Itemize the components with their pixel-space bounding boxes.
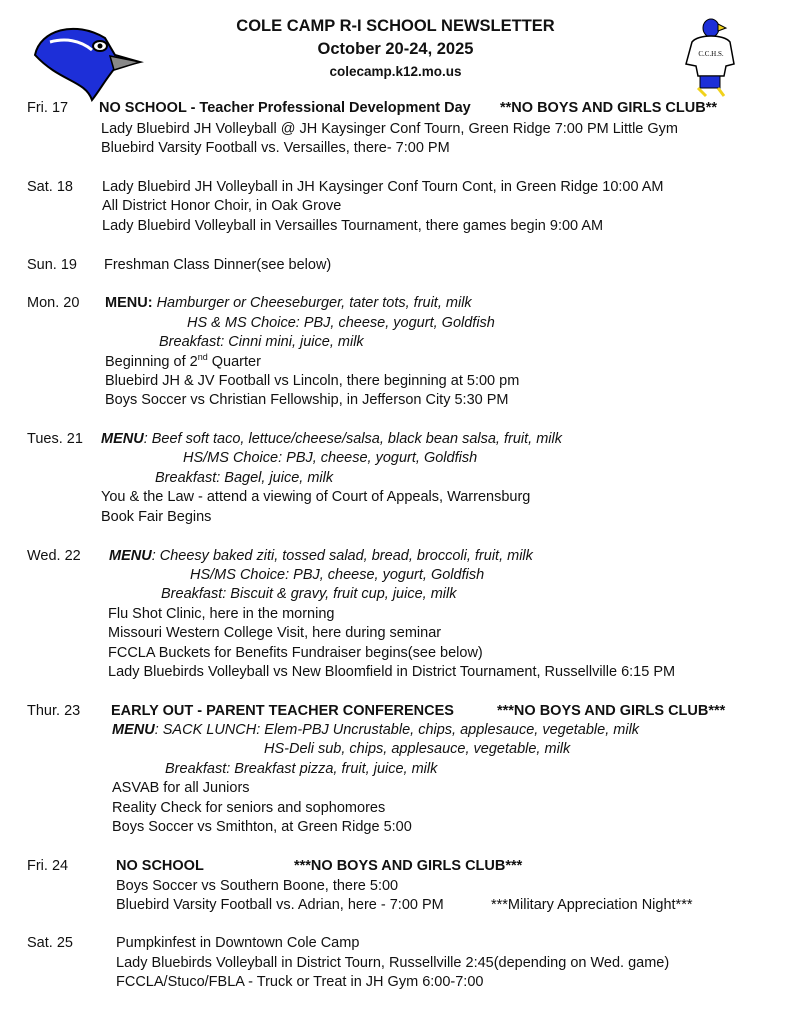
menu-choice: HS/MS Choice: PBJ, cheese, yogurt, Goldfish — [190, 567, 485, 583]
mascot-shirt-text: C.C.H.S. — [698, 50, 724, 58]
event: ASVAB for all Juniors — [112, 780, 250, 796]
event: Pumpkinfest in Downtown Cole Camp — [116, 935, 360, 951]
day-label: Sat. 25 — [27, 935, 73, 951]
event: Lady Bluebird JH Volleyball @ JH Kaysinger Conf Tourn, Green Ridge 7:00 PM Little Gym — [101, 121, 679, 137]
day-headline: EARLY OUT - PARENT TEACHER CONFERENCES — [111, 703, 454, 719]
event: All District Honor Choir, in Oak Grove — [102, 198, 342, 214]
menu-choice: HS/MS Choice: PBJ, cheese, yogurt, Goldfish — [183, 450, 478, 466]
menu-line — [109, 547, 533, 565]
event-text: Beginning of 2 — [105, 354, 198, 370]
event: Boys Soccer vs Smithton, at Green Ridge 5:00 — [112, 819, 412, 835]
event: Bluebird Varsity Football vs. Versailles, there- 7:00 PM — [101, 140, 450, 156]
event: Bluebird Varsity Football vs. Adrian, here - 7:00 PM — [116, 897, 444, 913]
event: Boys Soccer vs Christian Fellowship, in Jefferson City 5:30 PM — [105, 392, 509, 408]
menu-label: MENU — [109, 548, 152, 564]
menu-breakfast: Breakfast: Cinni mini, juice, milk — [159, 334, 364, 350]
day-label: Sun. 19 — [27, 257, 77, 273]
day-label: Thur. 23 — [27, 703, 81, 719]
newsletter-title: COLE CAMP R-I SCHOOL NEWSLETTER — [236, 17, 555, 35]
day-note: ***NO BOYS AND GIRLS CLUB*** — [497, 703, 726, 719]
event: Freshman Class Dinner(see below) — [104, 257, 332, 273]
menu-breakfast: Breakfast: Biscuit & gravy, fruit cup, juice, milk — [161, 586, 457, 602]
event: Lady Bluebirds Volleyball in District Tourn, Russellville 2:45(depending on Wed. game) — [116, 955, 670, 971]
event — [105, 353, 261, 371]
day-headline: NO SCHOOL - Teacher Professional Development Day — [99, 100, 471, 116]
event: FCCLA Buckets for Benefits Fundraiser begins(see below) — [108, 645, 483, 661]
newsletter-dates: October 20-24, 2025 — [317, 40, 474, 58]
newsletter-website: colecamp.k12.mo.us — [329, 64, 462, 79]
day-label: Mon. 20 — [27, 295, 80, 311]
event: Lady Bluebird Volleyball in Versailles Tournament, there games begin 9:00 AM — [102, 218, 604, 234]
menu-line — [112, 721, 639, 739]
menu-choice: HS & MS Choice: PBJ, cheese, yogurt, Goldfish — [187, 315, 495, 331]
menu-breakfast: Breakfast: Bagel, juice, milk — [155, 470, 334, 486]
day-label: Fri. 24 — [27, 858, 69, 874]
menu-breakfast: Breakfast: Breakfast pizza, fruit, juice, milk — [165, 761, 438, 777]
menu-line — [105, 294, 472, 312]
menu-items: : Beef soft taco, lettuce/cheese/salsa, black bean salsa, fruit, milk — [143, 431, 562, 447]
day-headline: NO SCHOOL — [116, 858, 204, 874]
event: Missouri Western College Visit, here during seminar — [108, 625, 442, 641]
event: Lady Bluebird JH Volleyball in JH Kaysinger Conf Tourn Cont, in Green Ridge 10:00 AM — [102, 179, 664, 195]
event: Boys Soccer vs Southern Boone, there 5:00 — [116, 878, 399, 894]
day-note: ***NO BOYS AND GIRLS CLUB*** — [294, 858, 523, 874]
event: Book Fair Begins — [101, 509, 212, 525]
day-note: **NO BOYS AND GIRLS CLUB** — [500, 100, 717, 116]
menu-label: MENU: — [105, 295, 153, 311]
menu-label: MENU — [112, 722, 155, 738]
event: FCCLA/Stuco/FBLA - Truck or Treat in JH Gym 6:00-7:00 — [116, 974, 484, 990]
menu-items: Hamburger or Cheeseburger, tater tots, fruit, milk — [156, 295, 472, 311]
day-label: Fri. 17 — [27, 100, 69, 116]
menu-line — [101, 430, 562, 448]
event: Bluebird JH & JV Football vs Lincoln, there beginning at 5:00 pm — [105, 373, 520, 389]
menu-choice: HS-Deli sub, chips, applesauce, vegetable, milk — [264, 741, 571, 757]
menu-label: MENU — [101, 431, 144, 447]
day-label: Sat. 18 — [27, 179, 73, 195]
event: Lady Bluebirds Volleyball vs New Bloomfield in District Tournament, Russellville 6:15 PM — [108, 664, 676, 680]
event-note: ***Military Appreciation Night*** — [491, 897, 693, 913]
ordinal-suffix: nd — [197, 352, 208, 363]
event: Flu Shot Clinic, here in the morning — [108, 606, 335, 622]
event: You & the Law - attend a viewing of Court of Appeals, Warrensburg — [101, 489, 531, 505]
event: Reality Check for seniors and sophomores — [112, 800, 386, 816]
menu-items: : Cheesy baked ziti, tossed salad, bread, broccoli, fruit, milk — [151, 548, 533, 564]
day-label: Tues. 21 — [27, 431, 83, 447]
menu-items: : SACK LUNCH: Elem-PBJ Uncrustable, chips, applesauce, vegetable, milk — [154, 722, 640, 738]
day-label: Wed. 22 — [27, 548, 81, 564]
event-text: Quarter — [207, 354, 261, 370]
